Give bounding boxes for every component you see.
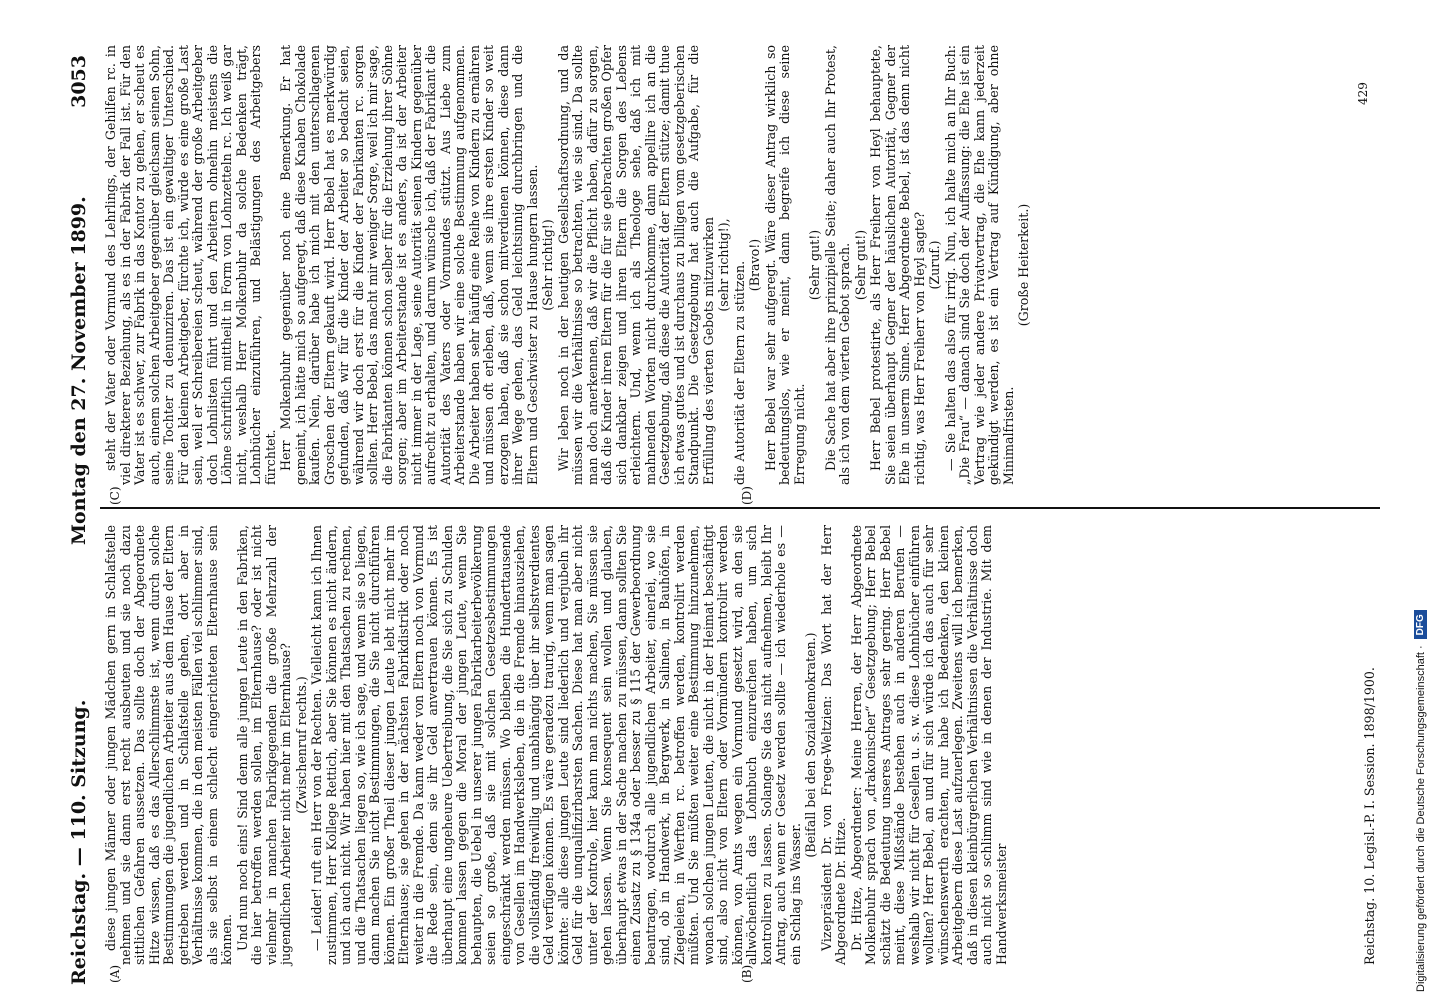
paragraph: Und nun noch eins! Sind denn alle jungen Leute in den Fabriken, die hier betroffen werden sollen, im Elternhause? oder ist nicht vielmehr in manchen Fabrikgegenden die große Mehrzahl der jugendlichen Arbeiter nicht mehr im Elternhause? — [234, 525, 293, 965]
paragraph: Wir leben noch in der heutigen Gesellschaftsordnung, und da müssen wir die Verhältnisse so betrachten, wie sie sind. Da sollte man doch anerkennen, daß wir die Pflicht haben, dafür zu sorgen, daß die Kinder ihren Eltern für die für sie gebrachten großen Opfer sich dankbar zeigen und ihren Eltern die Sorgen des Lebens erleichtern. Und, wenn ich als Theologe sehe, daß ich mit mahnenden Worten nicht durchkomme, dann appellire ich an die Gesetzgebung, daß diese die Autorität der Eltern stütze; damit thue ich etwas gutes und ist durchaus zu billigen vom gesetzgeberischen Standpunkt. Die Gesetzgebung hat auch die Aufgabe, für die Erfüllung des vierten Gebots mitzuwirken — [555, 45, 716, 485]
paragraph: Herr Molkenbuhr gegenüber noch eine Bemerkung. Er hat gemeint, ich hätte mich so aufgeregt, daß diese Knaben Chokolade kaufen. Nein, darüber habe ich mich mit den unterschlagenen Groschen der Eltern gekauft wird. Herr Bebel hat es merkwürdig gefunden, daß wir für die Kinder der Arbeiter so bedacht seien, während wir doch erst für die Kinder der Fabrikanten rc. sorgen sollten. Herr Bebel, das macht mir weniger Sorge, weil ich mir sage, die Fabrikanten können schon selber für die Erziehung ihrer Söhne sorgen; aber im Arbeiterstande ist es anders, da ist der Arbeiter nicht immer in der Lage, seine Autorität seinen Kindern gegenüber aufrecht zu erhalten, und darum wünsche ich, daß der Fabrikant die Autorität des Vaters oder Vormundes stützt. Aus Liebe zum Arbeiterstande haben wir eine solche Bestimmung aufgenommen. Die Arbeiter haben sehr häufig eine Reihe von Kindern zu ernähren und müssen oft erleben, daß, wenn sie ihre ersten Kinder so weit erzogen haben, daß sie schon mitverdienen können, diese dann ihrer Wege gehen, das Geld leichtsinnig durchbringen und die Eltern und Geschwister zu Hause hungern lassen. — [278, 45, 540, 485]
interjection: (Sehr richtig!) — [540, 219, 555, 311]
paragraph: Herr Bebel protestirte, als Herr Freiherr von Heyl behauptete, Sie seien überhaupt Gegner der häuslichen Autorität, Gegner der Ehe in unserm Sinne. Herr Abgeordnete Bebel, ist das denn nicht richtig, was Herr Freiherr von Heyl sagte? — [868, 45, 927, 485]
paragraph: Die Sache hat aber ihre prinzipielle Seite; daher auch Ihr Protest, als ich von dem vierten Gebot sprach. — [822, 45, 852, 485]
left-column — [104, 525, 1010, 965]
interjection: (Sehr gut!) — [852, 229, 868, 301]
page-header — [60, 25, 100, 985]
dfg-logo: DFG — [1414, 610, 1427, 639]
paragraph: Herr Bebel war sehr aufgeregt. Wäre dieser Antrag wirklich so bedeutungslos, wie er meint, dann begreife ich diese seine Erregung nicht. — [762, 45, 807, 485]
margin-mark-d: (D) — [740, 486, 754, 505]
header-date: Montag den 27. November 1899. — [68, 196, 90, 545]
paragraph: steht der Vater oder Vormund des Lehrlings, der Gehilfen rc. in viel direkterer Beziehung, als es in der Fabrik der Fall ist. Für den Vater ist es schwer, zur Fabrik in das Kontor zu gehen, er scheut es auch, einem solchen Arbeitgeber gegenüber gleichsam seinen Sohn, seine Tochter zu denunziren. Das ist ein gewaltiger Unterschied. Für den kleinen Arbeitgeber, fürchte ich, würde es eine große Last sein, weil er Schreibereien scheut, während der große Arbeitgeber doch Lohnlisten führt und den Arbeitern ohnehin meistens die Löhne schriftlich mittheilt in Form von Lohnzetteln rc. Ich weiß gar nicht, weshalb Herr Molkenbuhr da solche Bedenken trägt, Lohnbücher einzuführen, und Belästigungen des Arbeitgebers fürchtet. — [103, 45, 278, 485]
margin-mark-b: (B) — [740, 964, 754, 983]
interjection: (Zuruf.) — [927, 240, 942, 290]
folio-number: 429 — [1356, 82, 1370, 105]
interjection: (sehr richtig!), — [716, 218, 731, 312]
page-footer: Reichstag. 10. Legisl.-P. I. Session. 1898/1900. — [1362, 667, 1377, 965]
header-left: Reichstag. — 110. Sitzung. — [68, 699, 90, 985]
paragraph: — Sie halten das also für irrig. Nun, ich halte mich an Ihr Buch: „Die Frau“ — danach sind Sie doch der Auffassung: die Ehe ist ein Vertrag wie jeder andere Privatvertrag, die Ehe kann jederzeit gekündigt werden, es ist ein Vertrag auf Kündigung, aber ohne Minimalfristen. — [942, 45, 1016, 485]
newspaper-page — [60, 25, 1380, 985]
digitization-text: Digitalisierung gefördert durch die Deutsche Forschungsgemeinschaft · — [1414, 645, 1427, 992]
paragraph: diese jungen Männer oder jungen Mädchen gern in Schlafstelle nehmen und sie dann erst recht ausbeuten und sie noch dazu sittlichen Gefahren aussetzen. Das sollte doch der Abgeordnete Hitze wissen, daß es das Allerschlimmste ist, wenn durch solche Bestimmungen die jugendlichen Arbeiter aus dem Hause der Eltern getrieben werden und in Schlafstelle gehen, dort aber in Verhältnisse kommen, die in den meisten Fällen viel schlimmer sind, als sie selbst in einem schlecht eingerichteten Elternhause sein können. — [103, 525, 234, 965]
digitization-note — [1414, 610, 1427, 992]
paragraph: Dr. Hitze, Abgeordneter: Meine Herren, der Herr Abgeordnete Molkenbuhr sprach von „drakonischer“ Gesetzgebung; Herr Bebel schätzt die Bedeutung unseres Antrages sehr gering. Herr Bebel meint, diese Mißstände bestehen auch in anderen Berufen — weshalb wir nicht für Gesellen u. s. w. diese Lohnbücher einführen wollten? Herr Bebel, an und für sich würde ich das auch für sehr wünschenswerth erachten, nur habe ich Bedenken, den kleinen Arbeitgebern diese Last aufzuerlegen. Zweitens will ich bemerken, daß in diesen kleinbürgerlichen Verhältnissen die Verhältnisse doch auch nicht so schlimm sind wie in denen der Industrie. Mit dem Handwerksmeister — [848, 525, 1009, 965]
interjection: (Zwischenruf rechts.) — [293, 676, 309, 814]
paragraph: die Autorität der Eltern zu stützen. — [731, 260, 747, 485]
column-divider — [100, 507, 1380, 509]
right-column — [104, 45, 1033, 485]
interjection: (Beifall bei den Sozialdemokraten.) — [803, 632, 818, 858]
margin-mark-c: (C) — [108, 486, 122, 505]
paragraph: Vizepräsident Dr. von Frege-Weltzien: Das Wort hat der Herr Abgeordnete Dr. Hitze. — [818, 525, 848, 965]
header-page-number: 3053 — [68, 55, 90, 108]
paragraph: — Leider! ruft ein Herr von der Rechten. Vielleicht kann ich Ihnen zustimmen, Herr Kollege Rettich, aber Sie können es nicht ändern, und ich auch nicht. Wir haben hier mit den Thatsachen zu rechnen, und die Thatsachen liegen so, wie ich sage, und wenn sie so liegen, dann machen Sie nicht Bestimmungen, die Sie nicht durchführen können. Ein großer Theil dieser jungen Leute lebt nicht mehr im Elternhause; sie gehen in der nächsten Fabrikdistrikt oder noch weiter in die Fremde. Da kann weder von Eltern noch von Vormund die Rede sein, denn sie ihr Geld anvertrauen können. Es ist überhaupt eine ungeheure Uebertreibung, die Sie sich zu Schulden kommen lassen gegen die Moral der jungen Leute, wenn Sie behaupten, die Uebel in unserer jungen Fabrikarbeiterbevölkerung seien so große, daß sie mit solchen Gesetzesbestimmungen eingeschränkt werden müssen. Wo bleiben die Hunderttausende von Gesellen im Handwerksleben, die in die Fremde hinausziehen, die vollständig freiwillig und unabhängig über ihr selbstverdientes Geld verfügen können. Es wäre geradezu traurig, wenn man sagen könnte: alle diese jungen Leute sind liederlich und verjubeln ihr Geld für die unqualifizirbarsten Sachen. Diese hat man aber nicht unter der Kontrole, hier kann man nichts machen, Sie müssen sie gehen lassen. Wenn Sie konsequent sein wollen und glauben, überhaupt etwas in der Sache machen zu müssen, dann sollten Sie einen Zusatz zu § 134a oder besser zu § 115 der Gewerbeordnung beantragen, wodurch alle jugendlichen Arbeiter, einerlei, wo sie sind, ob in Handwerk, in Bergwerk, in Salinen, in Bauhöfen, in Ziegeleien, in Werften rc. betroffen werden, kontrolirt werden müßten. Und Sie müßten weiter eine Bestimmung hinzunehmen, wonach solchen jungen Leuten, die nicht in der Heimat beschäftigt sind, also nicht von Eltern oder Vormündern kontrolirt werden können, von Amts wegen ein Vormund gesetzt wird, an den sie allwöchentlich das Lohnbuch einzureichen haben, um sich kontroliren zu lassen. Solange Sie das nicht aufnehmen, bleibt Ihr Antrag, auch wenn er Gesetz werden sollte — ich wiederhole es — ein Schlag ins Wasser. — [309, 525, 803, 965]
interjection: (Sehr gut!) — [807, 229, 822, 301]
interjection: (Große Heiterkeit.) — [1016, 203, 1031, 327]
margin-mark-a: (A) — [108, 964, 122, 983]
interjection: (Bravo!) — [747, 238, 762, 292]
